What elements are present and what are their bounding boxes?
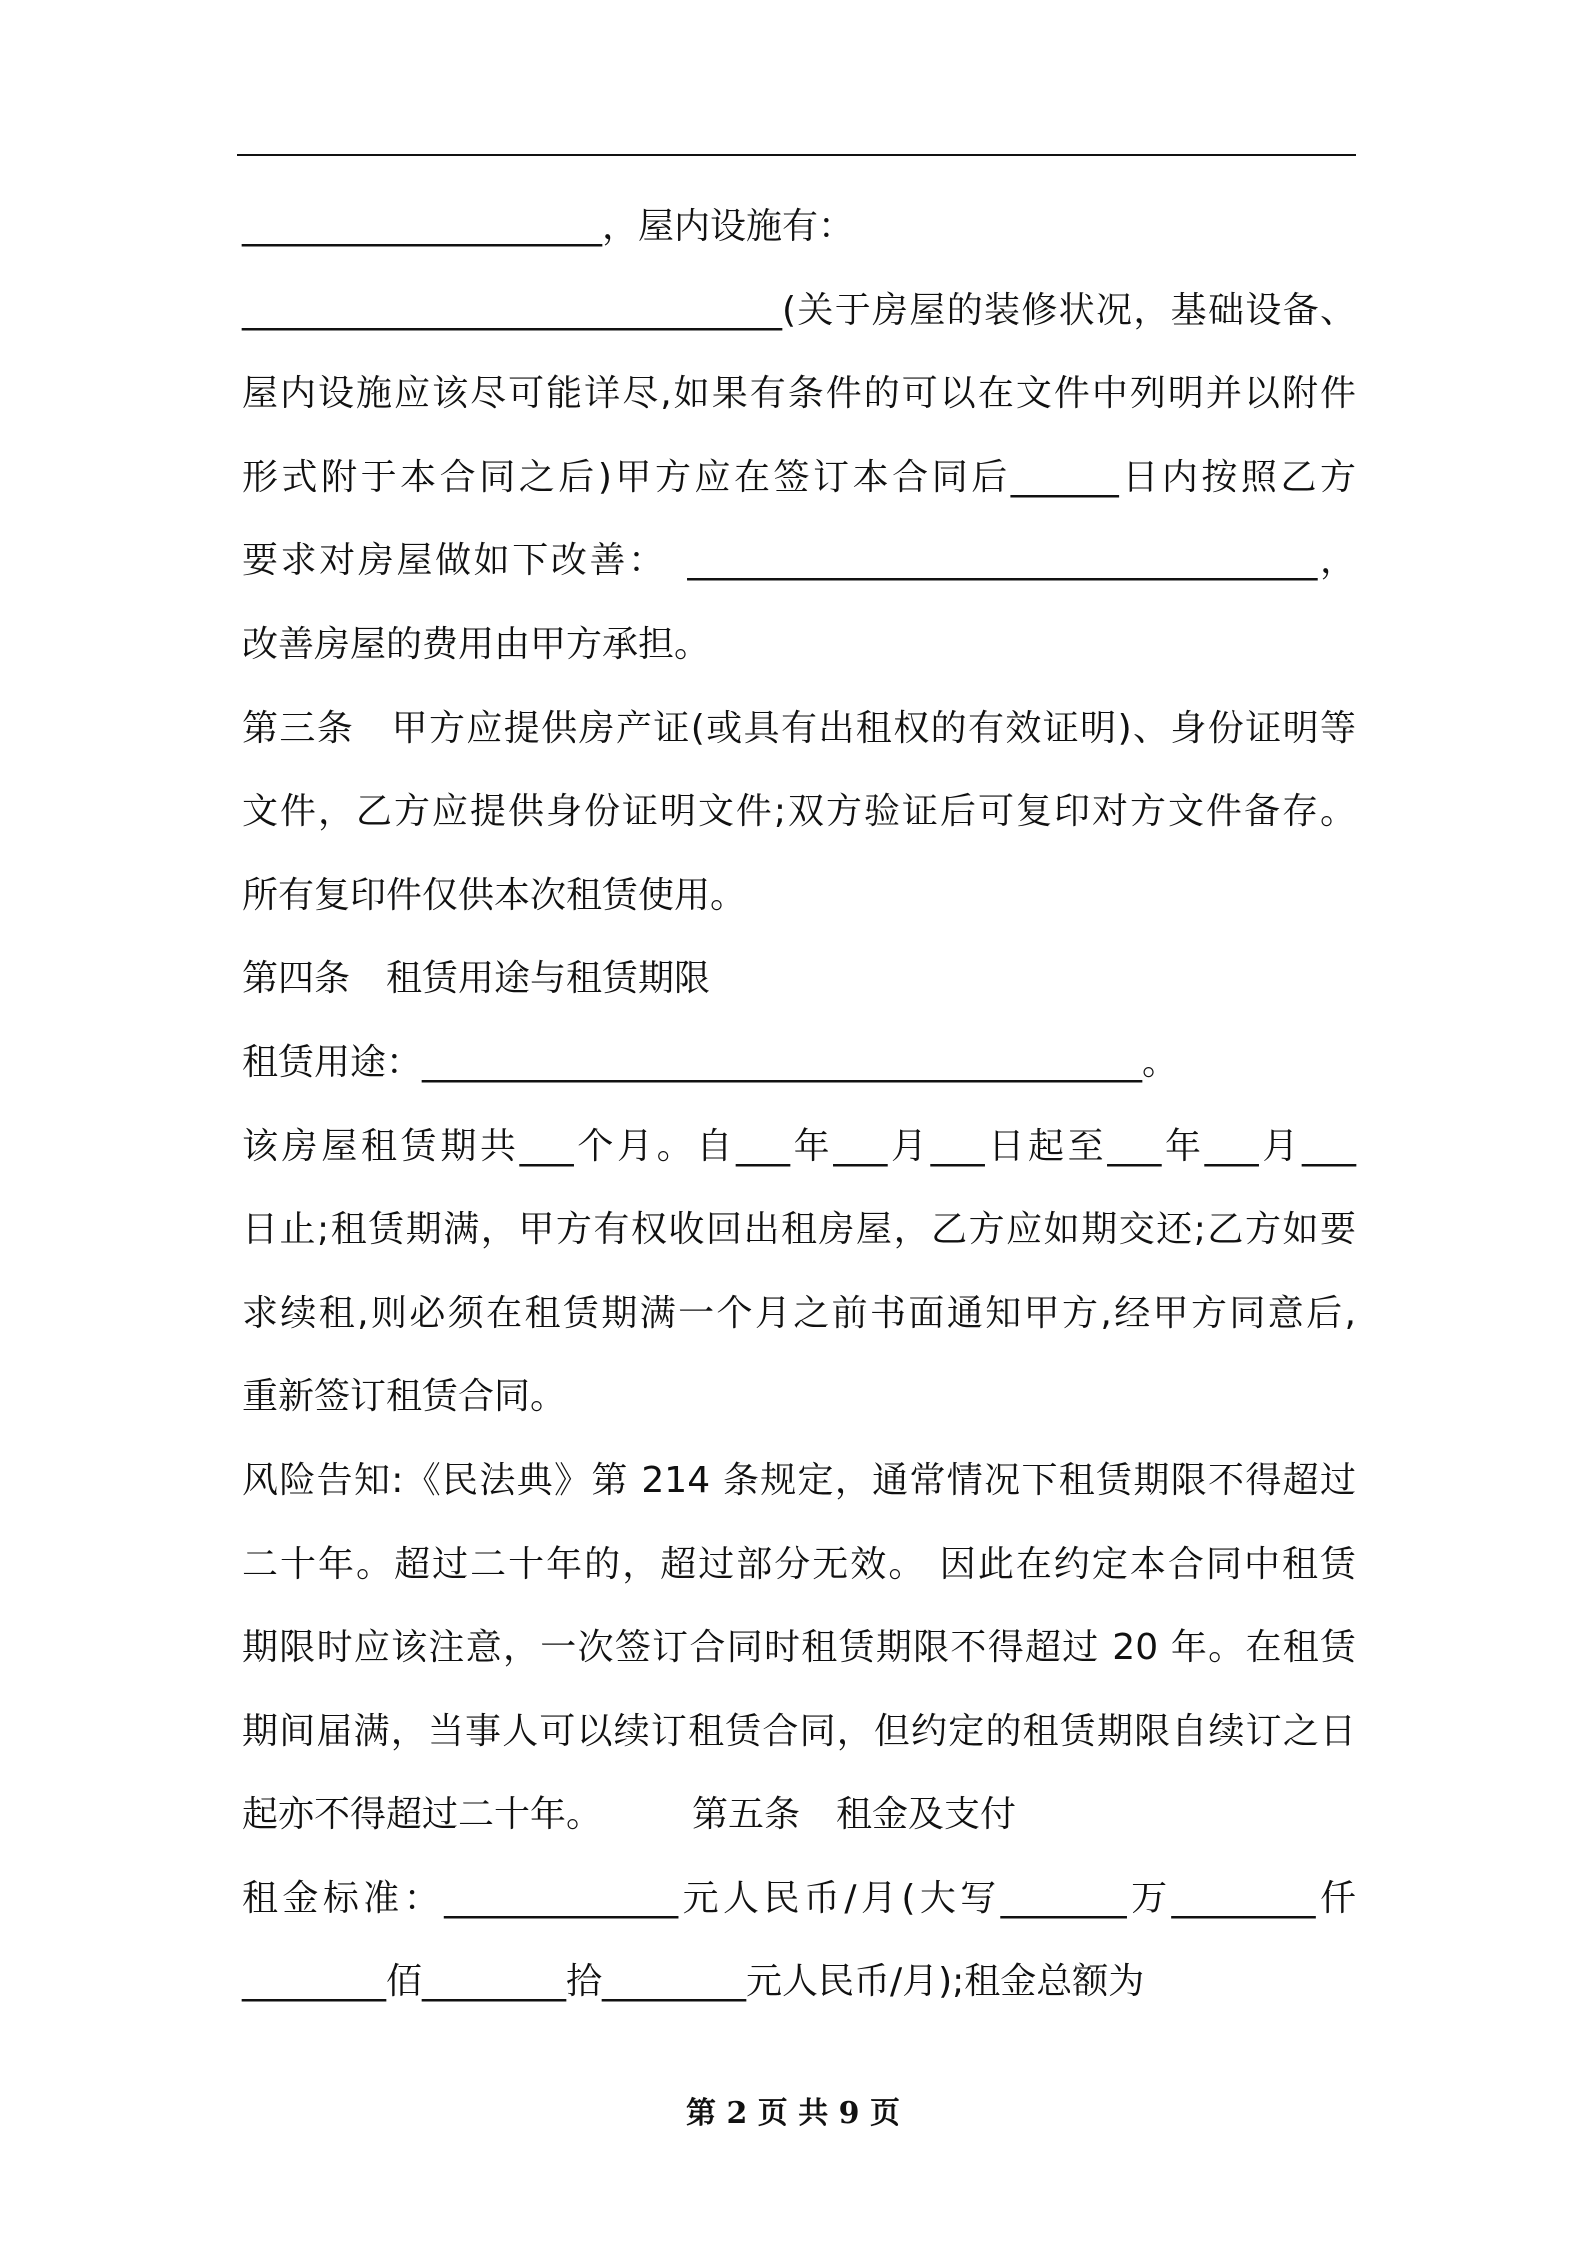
rent-standard-line: 租金标准：_____________元人民币/月(大写_______万________仟 — [242, 1877, 1356, 1919]
document-line: 屋内设施应该尽可能详尽,如果有条件的可以在文件中列明并以附件 — [242, 373, 1356, 415]
article-5-heading: 第五条 租金及支付 — [692, 1794, 1017, 1836]
document-line: 日止;租赁期满，甲方有权收回出租房屋，乙方应如期交还;乙方如要 — [242, 1209, 1356, 1251]
document-line: 该房屋租赁期共___个月。自___年___月___日起至___年___月___ — [242, 1125, 1356, 1167]
article-4-heading: 第四条 租赁用途与租赁期限 — [242, 958, 711, 1000]
document-line: ______________________________(关于房屋的装修状况，基础设备、 — [242, 289, 1356, 331]
document-line: 形式附于本合同之后)甲方应在签订本合同后______日内按照乙方 — [242, 456, 1356, 498]
line-text: 起亦不得超过二十年。 — [242, 1794, 603, 1836]
document-line: 要求对房屋做如下改善： ___________________________________， — [242, 540, 1356, 582]
document-line: 文件，乙方应提供身份证明文件;双方验证后可复印对方文件备存。 — [242, 791, 1356, 833]
page-number: 第 2 页 共 9 页 — [686, 2096, 900, 2131]
document-line: ________佰________拾________元人民币/月);租金总额为 — [242, 1961, 1145, 2003]
document-line: 租赁用途：________________________________________。 — [242, 1041, 1179, 1083]
document-line: 期限时应该注意，一次签订合同时租赁期限不得超过 20 年。在租赁 — [242, 1627, 1356, 1669]
risk-notice-line: 风险告知:《民法典》第 214 条规定，通常情况下租赁期限不得超过 — [242, 1459, 1356, 1501]
document-line — [242, 1773, 1356, 1857]
document-line: 改善房屋的费用由甲方承担。 — [242, 623, 711, 665]
document-body — [242, 185, 1356, 2024]
document-line: 所有复印件仅供本次租赁使用。 — [242, 874, 747, 916]
document-line: ____________________，屋内设施有： — [242, 206, 855, 247]
article-3-line: 第三条 甲方应提供房产证(或具有出租权的有效证明)、身份证明等 — [242, 707, 1356, 749]
header-rule — [237, 154, 1356, 156]
document-line: 期间届满，当事人可以续订租赁合同，但约定的租赁期限自续订之日 — [242, 1710, 1356, 1752]
document-line: 重新签订租赁合同。 — [242, 1376, 567, 1418]
document-line: 求续租,则必须在租赁期满一个月之前书面通知甲方,经甲方同意后, — [242, 1292, 1356, 1334]
document-line: 二十年。超过二十年的，超过部分无效。 因此在约定本合同中租赁 — [242, 1543, 1356, 1585]
